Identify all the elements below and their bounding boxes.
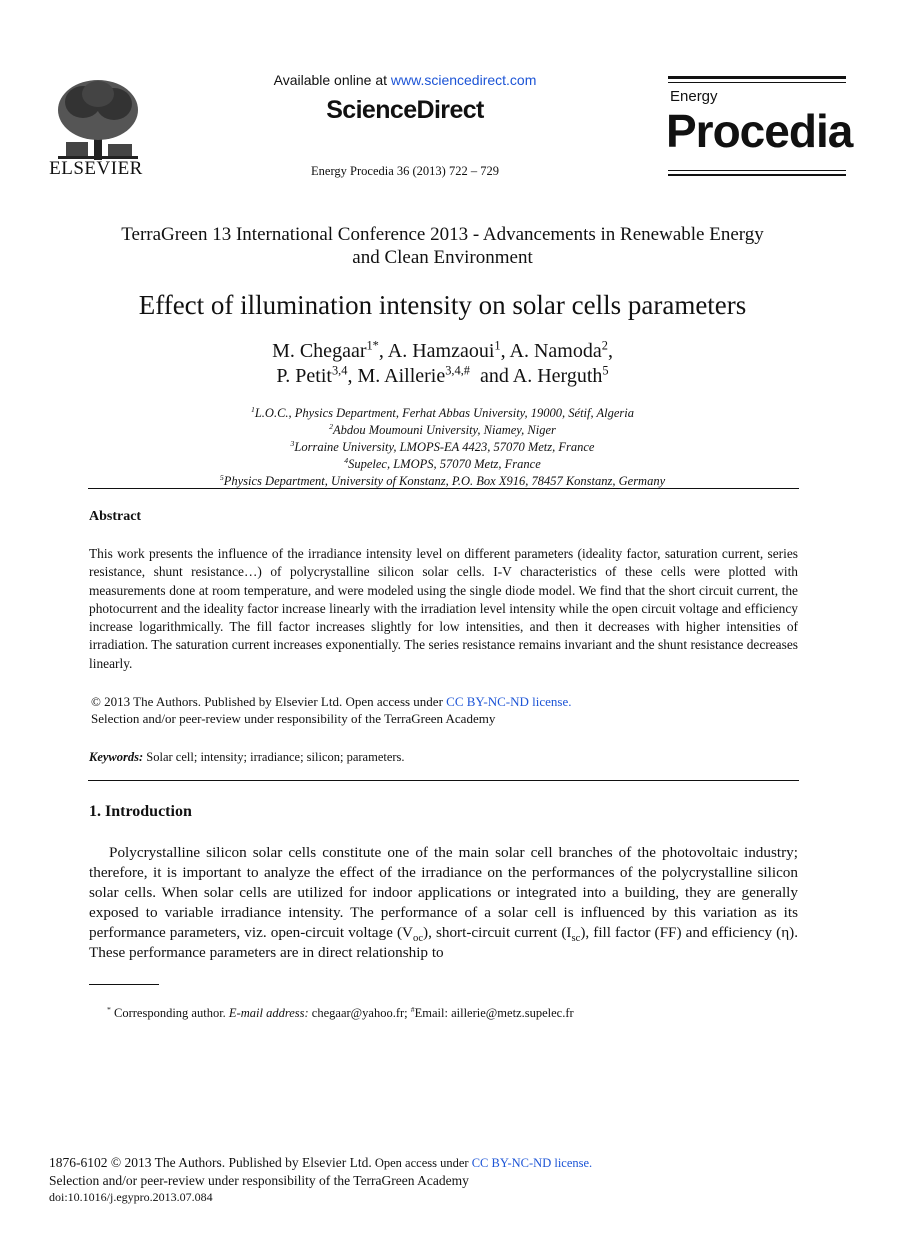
- footnote-email: chegaar@yahoo.fr;: [308, 1006, 411, 1020]
- affiliation-mark: 4: [344, 455, 349, 465]
- author-affiliation-mark: 1*: [366, 338, 379, 353]
- author-affiliation-mark: 3,4: [331, 363, 348, 378]
- author-name: A. Herguth: [512, 365, 603, 387]
- sciencedirect-wordmark: ScienceDirect: [326, 96, 484, 124]
- subscript: sc: [571, 933, 581, 945]
- journal-reference: Energy Procedia 36 (2013) 722 – 729: [311, 164, 499, 178]
- divider: [88, 780, 799, 781]
- subscript: oc: [413, 933, 424, 945]
- open-access-text: Open access under: [371, 1156, 472, 1170]
- footnote: [107, 1006, 574, 1021]
- authors-line-1: M. Chegaar$^{1*}$, A. Hamzaoui$^1$, A. Namoda$^2$,: [272, 338, 613, 362]
- affiliation: [100, 440, 785, 455]
- peer-review-line: Selection and/or peer-review under responsibility of the TerraGreen Academy: [91, 711, 496, 726]
- abstract-heading: Abstract: [89, 509, 142, 524]
- footnote-rule: [89, 984, 159, 985]
- email-label: E-mail address:: [228, 1006, 309, 1020]
- author-name: A. Namoda: [509, 340, 602, 362]
- conference-line-1: TerraGreen 13 International Conference 2013 - Advancements in Renewable Energy: [121, 224, 764, 245]
- journal-brand-rule: [668, 170, 846, 171]
- journal-brand-rule: [668, 174, 846, 176]
- license-link[interactable]: CC BY-NC-ND license.: [471, 1156, 593, 1170]
- author-affiliation-mark: 5: [602, 363, 609, 378]
- section-heading-introduction: 1. Introduction: [89, 803, 192, 820]
- footnote-text: Corresponding author.: [110, 1006, 229, 1020]
- journal-brand-small: Energy: [670, 88, 718, 105]
- journal-brand-large: Procedia: [666, 105, 853, 157]
- intro-text-part: ), short-circuit current (I: [423, 924, 572, 941]
- keywords-text: Solar cell; intensity; irradiance; silicon; parameters.: [143, 750, 405, 764]
- affiliation-mark: 5: [219, 472, 224, 482]
- affiliation-text: Lorraine University, LMOPS-EA 4423, 57070 Metz, France: [294, 440, 595, 454]
- issn-text: 1876-6102 © 2013 The Authors. Published by Elsevier Ltd.: [49, 1155, 372, 1170]
- footnote-mark: *: [107, 1004, 111, 1014]
- footnote-email: Email: aillerie@metz.supelec.fr: [414, 1006, 574, 1020]
- footnote-mark: #: [410, 1004, 415, 1014]
- journal-brand-rule: [668, 82, 846, 83]
- elsevier-wordmark: ELSEVIER: [49, 158, 143, 179]
- doi[interactable]: doi:10.1016/j.egypro.2013.07.084: [49, 1190, 213, 1204]
- affiliation-text: L.O.C., Physics Department, Ferhat Abbas University, 19000, Sétif, Algeria: [254, 406, 635, 420]
- issn-line: [49, 1154, 592, 1172]
- paper-title: Effect of illumination intensity on solar cells parameters: [138, 290, 747, 320]
- peer-review-line: Selection and/or peer-review under responsibility of the TerraGreen Academy: [49, 1173, 469, 1188]
- divider: [88, 488, 799, 489]
- affiliation-mark: 3: [290, 438, 295, 448]
- keywords: [89, 750, 405, 765]
- available-online-line: [250, 72, 560, 88]
- author-name: A. Hamzaoui: [387, 340, 495, 362]
- author-affiliation-mark: 3,4,#: [445, 363, 470, 378]
- intro-text-part: Polycrystalline silicon solar cells constitute one of the main solar cell branches of the photovoltaic industry; therefore, it is important to analyze the effect of the irradiance on the performances of the polycrystalline silicon solar cells. When solar cells are utilized for indoor applications or integrated into a building, they are generally exposed to variable irradiance intensity. The performance of a solar cell is influenced by this variation as its performance parameters, viz. open-circuit voltage (V: [89, 844, 798, 941]
- affiliation-text: Abdou Moumouni University, Niamey, Niger: [332, 423, 556, 437]
- available-online-prefix: Available online at: [273, 72, 391, 88]
- author-name: P. Petit: [276, 365, 332, 387]
- affiliation-mark: 1: [250, 404, 255, 414]
- conference-line-2: and Clean Environment: [352, 247, 533, 268]
- page-footer: [49, 1154, 592, 1206]
- author-name: M. Chegaar: [272, 340, 367, 362]
- journal-brand-rule: [668, 76, 846, 79]
- author-affiliation-mark: 2: [601, 338, 608, 353]
- license-link[interactable]: CC BY-NC-ND license.: [446, 694, 572, 709]
- conference-name: [90, 223, 795, 269]
- author-affiliation-mark: 1: [494, 338, 501, 353]
- introduction-paragraph: [89, 843, 798, 963]
- affiliation-text: Supelec, LMOPS, 57070 Metz, France: [348, 457, 541, 471]
- affiliation-text: Physics Department, University of Konstanz, P.O. Box X916, 78457 Konstanz, Germany: [223, 474, 666, 488]
- affiliation-mark: 2: [329, 421, 333, 431]
- copyright-line: [91, 694, 571, 710]
- author-conjunction: and: [480, 365, 509, 387]
- copyright-text: © 2013 The Authors. Published by Elsevier Ltd.: [91, 694, 343, 709]
- sciencedirect-link[interactable]: www.sciencedirect.com: [390, 72, 537, 88]
- author-name: M. Aillerie: [357, 365, 446, 387]
- authors-line-2: P. Petit$^{3,4}$, M. Aillerie$^{3,4,\#}$ and A. Herguth$^5$: [276, 363, 609, 387]
- keywords-label: Keywords:: [89, 750, 144, 764]
- affiliation: [100, 474, 785, 489]
- intro-text-part: ), fill factor (FF) and efficiency (η). These performance parameters are in direct relationship to: [89, 924, 798, 961]
- affiliation: [100, 457, 785, 472]
- affiliation: [100, 423, 785, 438]
- affiliation: [100, 406, 785, 421]
- open-access-text: Open access under: [342, 694, 447, 709]
- abstract-text: This work presents the influence of the irradiance intensity level on different parameters (ideality factor, saturation current, series resistance, shunt resistance…) of polycrystalline silicon solar cells. I-V characteristics of these cells were plotted with measurements done at room temperature, and were modeled using the single diode model. We find that the short circuit current, the photocurrent and the ideality factor increase linearly with the irradiation level intensity while the open circuit voltage and efficiency increase logarithmically. The fill factor increases slightly for low intensities, and then it decreases with higher intensities of irradiation. The saturation current increases exponentially. The series resistance remains invariant and the shunt resistance decreases linearly.: [89, 546, 798, 671]
